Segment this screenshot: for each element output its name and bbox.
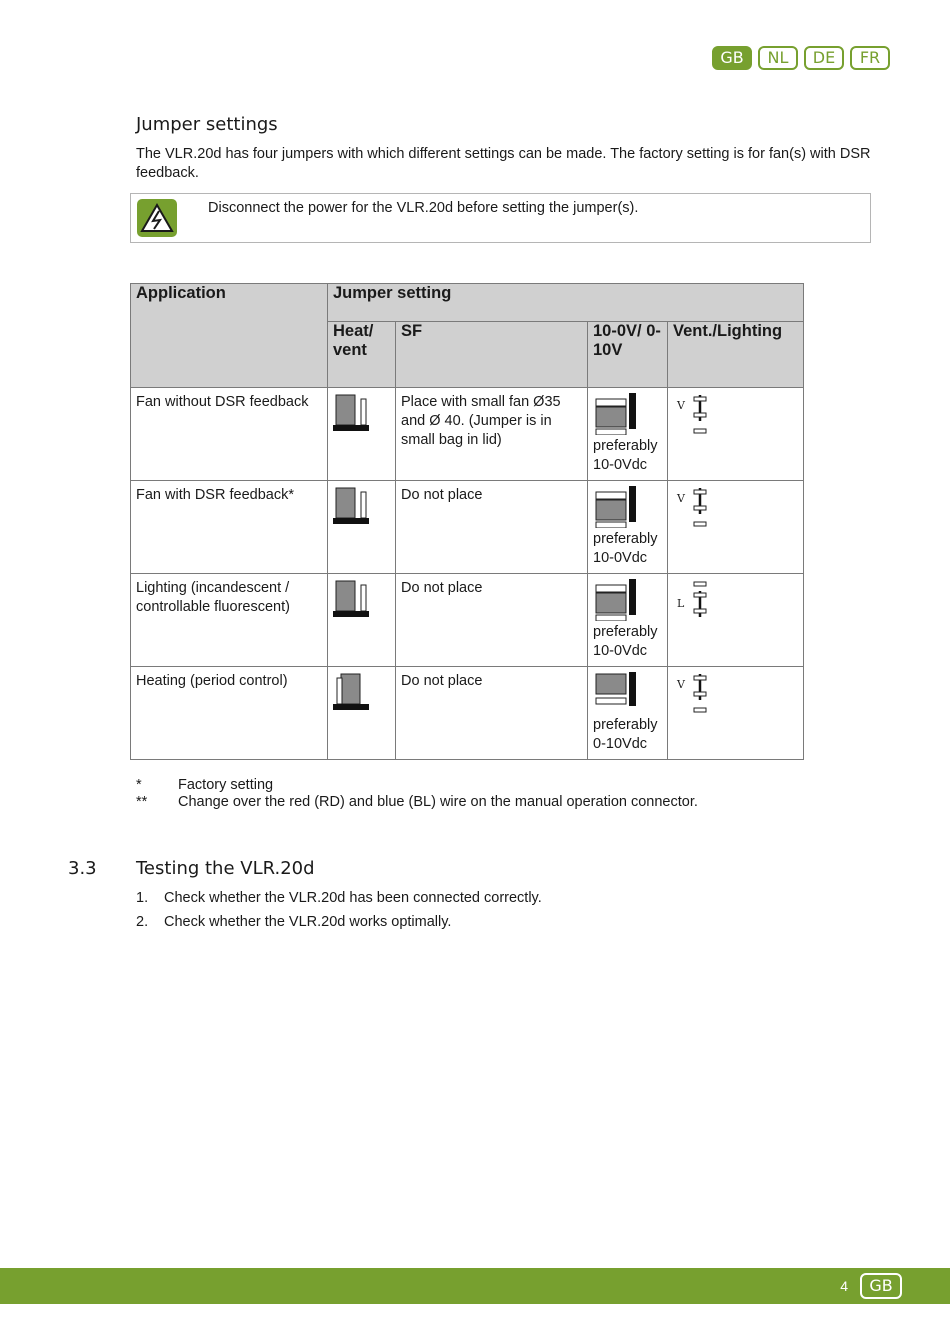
sf-cell: Do not place bbox=[396, 481, 588, 574]
heat-vent-cell bbox=[328, 481, 396, 574]
footer-language-badge: GB bbox=[860, 1273, 902, 1299]
heat-vent-jumper-symbol bbox=[333, 486, 373, 528]
lang-tab-nl[interactable]: NL bbox=[758, 46, 798, 70]
footnote: * Factory setting bbox=[136, 777, 274, 793]
voltage-jumper-symbol bbox=[593, 672, 637, 714]
application-cell: Lighting (incandescent / controllable fluorescent) bbox=[131, 574, 328, 667]
voltage-preference: preferably 10-0Vdc bbox=[593, 438, 658, 473]
header-sf: SF bbox=[396, 322, 588, 388]
sf-cell: Do not place bbox=[396, 667, 588, 760]
list-item: 1. Check whether the VLR.20d has been connected correctly. bbox=[136, 890, 542, 906]
vent-lighting-jumper-symbol bbox=[673, 672, 723, 716]
footer-bar bbox=[0, 1268, 950, 1304]
electrical-hazard-icon bbox=[137, 199, 177, 237]
svg-text:V: V bbox=[677, 492, 685, 505]
table-row bbox=[131, 667, 804, 760]
lang-tab-gb[interactable]: GB bbox=[712, 46, 752, 70]
header-application: Application bbox=[131, 284, 328, 388]
voltage-preference: preferably 10-0Vdc bbox=[593, 531, 658, 566]
lang-tab-de[interactable]: DE bbox=[804, 46, 844, 70]
section-title: Jumper settings bbox=[136, 114, 278, 135]
voltage-cell bbox=[588, 574, 668, 667]
voltage-jumper-symbol bbox=[593, 393, 637, 435]
voltage-preference: preferably 0-10Vdc bbox=[593, 717, 658, 752]
intro-paragraph: The VLR.20d has four jumpers with which different settings can be made. The factory setting is for fan(s) with DSR feedback. bbox=[136, 146, 871, 181]
table-row bbox=[131, 574, 804, 667]
section-heading-3-3: 3.3 Testing the VLR.20d bbox=[68, 858, 315, 879]
header-10v: 10-0V/ 0-10V bbox=[588, 322, 668, 388]
vent-lighting-cell bbox=[668, 481, 804, 574]
vent-lighting-jumper-symbol bbox=[673, 393, 723, 437]
table-row bbox=[131, 388, 804, 481]
heat-vent-cell bbox=[328, 574, 396, 667]
sf-cell: Do not place bbox=[396, 574, 588, 667]
vent-lighting-jumper-symbol bbox=[673, 579, 723, 623]
header-jumper-setting: Jumper setting bbox=[328, 284, 804, 322]
warning-box bbox=[130, 193, 871, 243]
heat-vent-jumper-symbol bbox=[333, 579, 373, 621]
vent-lighting-cell bbox=[668, 388, 804, 481]
voltage-cell bbox=[588, 667, 668, 760]
svg-text:L: L bbox=[677, 597, 685, 610]
voltage-jumper-symbol bbox=[593, 486, 637, 528]
list-item: 2. Check whether the VLR.20d works optimally. bbox=[136, 914, 452, 930]
application-cell: Fan without DSR feedback bbox=[131, 388, 328, 481]
voltage-preference: preferably 10-0Vdc bbox=[593, 624, 658, 659]
footnotes bbox=[136, 777, 698, 811]
voltage-cell bbox=[588, 481, 668, 574]
svg-text:V: V bbox=[677, 678, 685, 691]
table-row bbox=[131, 481, 804, 574]
test-steps-list bbox=[136, 889, 542, 937]
language-tabs bbox=[712, 46, 890, 70]
svg-text:V: V bbox=[677, 399, 685, 412]
sf-cell: Place with small fan Ø35 and Ø 40. (Jumper is in small bag in lid) bbox=[396, 388, 588, 481]
page-number: 4 bbox=[840, 1278, 848, 1294]
warning-text: Disconnect the power for the VLR.20d before setting the jumper(s). bbox=[208, 200, 639, 216]
header-vent-lighting: Vent./Lighting bbox=[668, 322, 804, 388]
voltage-jumper-symbol bbox=[593, 579, 637, 621]
voltage-cell bbox=[588, 388, 668, 481]
application-cell: Heating (period control) bbox=[131, 667, 328, 760]
vent-lighting-cell bbox=[668, 574, 804, 667]
header-heat-vent: Heat/ vent bbox=[328, 322, 396, 388]
lang-tab-fr[interactable]: FR bbox=[850, 46, 890, 70]
application-cell: Fan with DSR feedback* bbox=[131, 481, 328, 574]
heat-vent-cell bbox=[328, 388, 396, 481]
vent-lighting-cell bbox=[668, 667, 804, 760]
heat-vent-cell bbox=[328, 667, 396, 760]
heat-vent-jumper-symbol bbox=[333, 672, 373, 714]
jumper-settings-table bbox=[130, 283, 804, 760]
heat-vent-jumper-symbol bbox=[333, 393, 373, 435]
footnote: ** Change over the red (RD) and blue (BL) wire on the manual operation connector. bbox=[136, 794, 698, 810]
vent-lighting-jumper-symbol bbox=[673, 486, 723, 530]
